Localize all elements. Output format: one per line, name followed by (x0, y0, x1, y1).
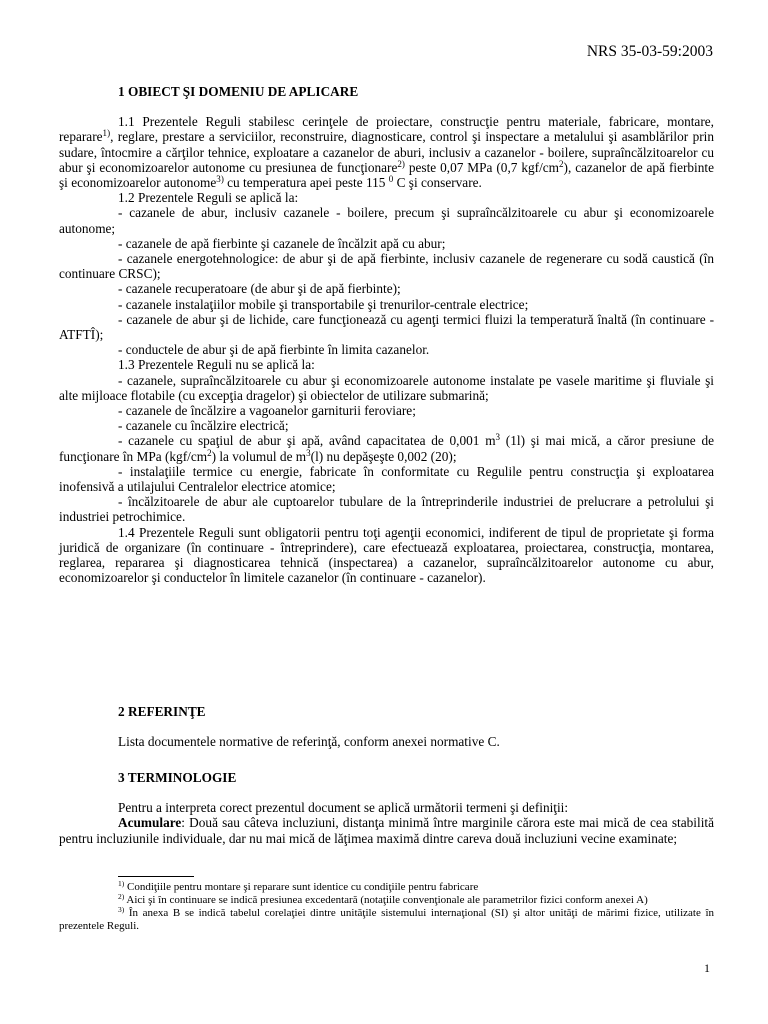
list-item: - cazanele de încălzire a vagoanelor garniturii feroviare; (118, 403, 416, 419)
footnote: $^{2)}$ Aici şi în continuare se indică presiunea excedentară (notaţiile convenţionale ale parametrilor fizici conform anexei A) (118, 891, 648, 906)
list-item: - cazanele, supraîncălzitoarele cu abur şi economizoarele autonome instalate pe vasele maritime şi fluviale şi alte mijloace flotabile (cu excepţia dragelor) şi obiectelor de utilizare submarină; (59, 372, 714, 403)
list-item: - încălzitoarele de abur ale cuptoarelor tubulare de la întreprinderile industriei de prelucrare a petrolului şi industriei petrochimice. (59, 494, 714, 525)
list-item: - instalaţiile termice cu energie, fabricate în conformitate cu Regulile pentru construcţia şi exploatarea inofensivă a utilajului Centralelor electrice atomice; (59, 463, 714, 495)
list-item: - cazanele de abur şi de lichide, care funcţionează cu agenţi termici fluizi la temperatură înaltă (în continuare - ATFTÎ); (59, 311, 714, 343)
document-number: NRS 35-03-59:2003 (586, 43, 713, 60)
footnote: $^{3)}$ În anexa B se indică tabelul corelaţiei dintre unităţile sistemului internaţional (SI) şi altor unităţi de mărimi fizice, utilizate în prezentele Reguli. (59, 904, 714, 932)
section-1 (59, 84, 714, 586)
list-item: - conductele de abur şi de apă fierbinte în limita cazanelor. (118, 342, 430, 358)
section-2-text: Lista documentele normative de referinţă, conform anexei normative C. (118, 734, 500, 750)
definition: Acumulare: Două sau câteva incluziuni, distanţa minimă între marginile cărora este mai mică de cea stabilită pentru incluziunile individuale, dar nu mai mică de lăţimea maximă dintre careva două incluziuni vecine examinate; (59, 815, 714, 846)
list-item: - cazanele instalaţiilor mobile şi transportabile şi trenurilor-centrale electrice; (118, 296, 529, 312)
section-2 (59, 704, 714, 749)
footnotes (59, 872, 714, 933)
list-item: - cazanele de abur, inclusiv cazanele - boilere, precum şi supraîncălzitoarele cu abur şi economizoarele autonome; (59, 205, 714, 236)
section-2-title: 2 REFERINŢE (118, 704, 206, 719)
page-number: 1 (704, 960, 710, 975)
footnote-separator (118, 876, 194, 877)
list-item: - cazanele energotehnologice: de abur şi de apă fierbinte, inclusiv cazanele de regenerare cu sodă caustică (în continuare CRSC); (59, 251, 714, 282)
list-item: - cazanele cu spaţiul de abur şi apă, având capacitatea de 0,001 $m^3$ (1l) şi mai mică, a căror presiune de funcţionare în MPa $(kgf/cm^2)$ la volumul de $m^3(l)$ nu depăşeşte 0,002 (20); (59, 432, 714, 464)
list-item: - cazanele de apă fierbinte şi cazanele de încălzit apă cu abur; (118, 235, 446, 251)
list-item: - cazanele cu încălzire electrică; (118, 418, 289, 434)
section-3-title: 3 TERMINOLOGIE (118, 770, 237, 785)
definition-term: Acumulare (118, 815, 182, 831)
paragraph-1-4: 1.4 Prezentele Reguli sunt obligatorii pentru toţi agenţii economici, indiferent de tipul de proprietate şi forma juridică de organizare (în continuare - întreprindere), care efectuează exploatarea, proiectarea, construcţia, montarea, reglarea, repararea şi diagnosticarea tehnică (inspectarea) a cazanelor, supraîncălzitoarelor autonome cu abur, economizoarelor şi conductelor în limitele cazanelor (în continuare - cazanelor). (59, 524, 714, 586)
section-3 (59, 770, 714, 846)
section-1-title: 1 OBIECT ŞI DOMENIU DE APLICARE (118, 84, 359, 99)
section-3-intro: Pentru a interpreta corect prezentul document se aplică următorii termeni şi definiţii: (118, 800, 569, 816)
footnote: $^{1)}$ Condiţiile pentru montare şi reparare sunt identice cu condiţiile pentru fabricare (118, 878, 479, 893)
list-item: - cazanele recuperatoare (de abur şi de apă fierbinte); (118, 281, 401, 297)
paragraph-1-2-intro: 1.2 Prezentele Reguli se aplică la: (118, 190, 299, 206)
paragraph-1-1: 1.1 Prezentele Reguli stabilesc cerinţele de proiectare, construcţie pentru materiale, fabricare, montare, reparare$^{1)}$, reglare, prestare a serviciilor, reconstruire, diagnosticare, control şi inspectare a metalului şi asamblărilor prin sudare, întocmire a cărţilor tehnice, exploatare a cazanelor de aburi, inclusiv a cazanelor - boilere, supraîncălzitoarelor cu abur şi economizoarelor autonome cu presiunea de funcţionare$^{2)}$ peste 0,07 MPa (0,7 kgf/$cm^2$), cazanelor de apă fierbinte şi economizoarelor autonome$^{3)}$ cu temperatura apei peste 115 $^0$ C şi conservare. (59, 114, 714, 191)
paragraph-1-3-intro: 1.3 Prezentele Reguli nu se aplică la: (118, 357, 315, 373)
